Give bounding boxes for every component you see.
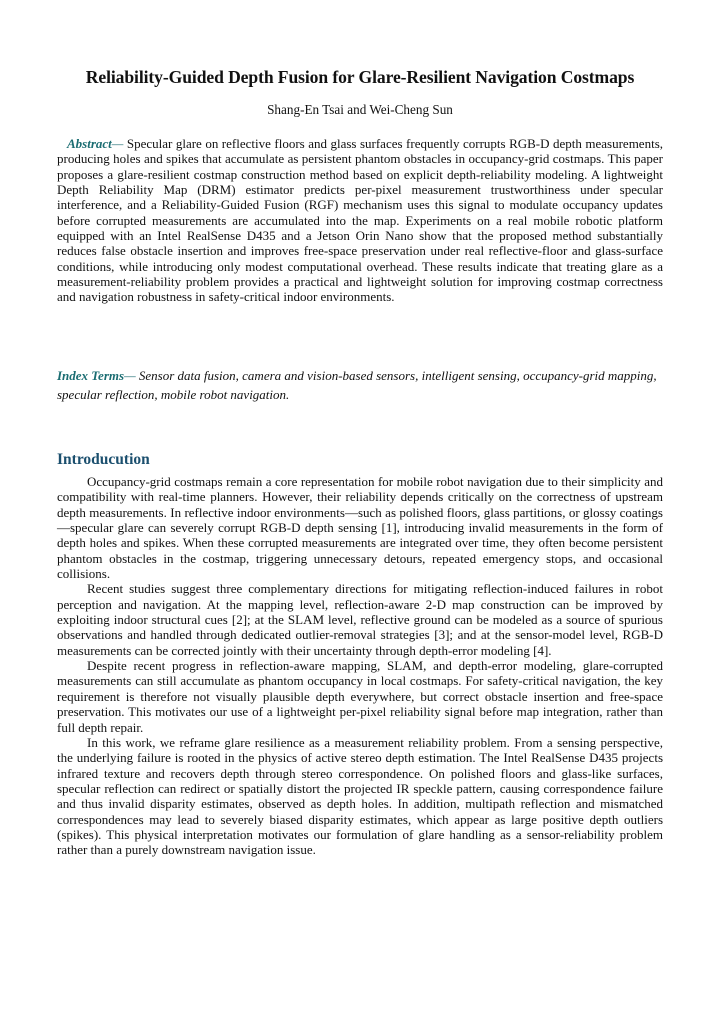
index-terms-dash: —: [124, 368, 139, 383]
body-paragraph: Despite recent progress in reflection-aware mapping, SLAM, and depth-error modeling, glare-corrupted measurements can still accumulate as phantom occupancy in local costmaps. For safety-critical navigation, the key requirement is therefore not visually plausible depth everywhere, but correct obstacle insertion and free-space preservation. This motivates our use of a lightweight per-pixel reliability signal before map integration, rather than full depth repair.: [57, 658, 663, 735]
index-terms-text: Sensor data fusion, camera and vision-based sensors, intelligent sensing, occupancy-grid mapping, specular reflection, mobile robot navigation.: [57, 368, 657, 402]
index-terms-label: Index Terms: [57, 368, 125, 383]
abstract: [57, 136, 663, 305]
paper-title: Reliability-Guided Depth Fusion for Glare-Resilient Navigation Costmaps: [85, 67, 635, 87]
body-paragraph: In this work, we reframe glare resilience as a measurement reliability problem. From a sensing perspective, the underlying failure is rooted in the physics of active stereo depth estimation. The Intel RealSense D435 projects infrared texture and recovers depth through stereo correspondence. On polished floors and glass-like surfaces, specular reflection can redirect or spatially distort the projected IR speckle pattern, causing correspondence failure and thus invalid disparity estimates, observed as depth holes. In addition, multipath reflection and mismatched correspondences may lead to severely biased disparity estimates, which appear as large positive depth outliers (spikes). This physical interpretation motivates our formulation of glare handling as a sensor-reliability problem rather than a purely downstream navigation issue.: [57, 734, 663, 858]
abstract-dash: —: [111, 136, 127, 151]
paper-authors: Shang-En Tsai and Wei-Cheng Sun: [267, 102, 453, 117]
introduction-body: [57, 474, 663, 858]
index-terms: [57, 367, 663, 404]
section-heading-introduction: Introducution: [57, 451, 150, 468]
body-paragraph: Recent studies suggest three complementary directions for mitigating reflection-induced failures in robot perception and navigation. At the mapping level, reflection-aware 2-D map construction can be improved by exploiting indoor structural cues [2]; at the SLAM level, reflective ground can be modeled as a source of spurious observations and handled through dedicated outlier-removal strategies [3]; and at the sensor-model level, RGB-D measurements can be corrected jointly with their uncertainty through depth-error modeling [4].: [57, 581, 663, 658]
abstract-label: Abstract: [67, 136, 112, 151]
abstract-text: Specular glare on reflective floors and glass surfaces frequently corrupts RGB-D depth measurements, producing holes and spikes that accumulate as persistent phantom obstacles in occupancy-grid costmaps. This paper proposes a glare-resilient costmap construction method based on explicit depth-reliability modeling. A lightweight Depth Reliability Map (DRM) estimator predicts per-pixel measurement trustworthiness under specular interference, and a Reliability-Guided Fusion (RGF) mechanism uses this signal to modulate occupancy updates before corrupted measurements are accumulated into the map. Experiments on a real mobile robotic platform equipped with an Intel RealSense D435 and a Jetson Orin Nano show that the proposed method substantially reduces false obstacle insertion and improves free-space preservation under real reflective-floor and glass-surface conditions, while introducing only modest computational overhead. These results indicate that treating glare as a measurement-reliability problem provides a practical and lightweight solution for improving costmap correctness and navigation robustness in safety-critical indoor environments.: [57, 136, 664, 305]
body-paragraph: Occupancy-grid costmaps remain a core representation for mobile robot navigation due to their simplicity and compatibility with real-time planners. However, their reliability depends critically on the correctness of upstream depth measurements. In reflective indoor environments—such as polished floors, glass partitions, or glossy coatings—specular glare can severely corrupt RGB-D depth sensing [1], introducing invalid measurements in the form of depth holes and spikes. When these corrupted measurements are integrated over time, they often become persistent phantom obstacles in the costmap, triggering unnecessary detours, repeated emergency stops, and occasional collisions.: [57, 474, 663, 582]
